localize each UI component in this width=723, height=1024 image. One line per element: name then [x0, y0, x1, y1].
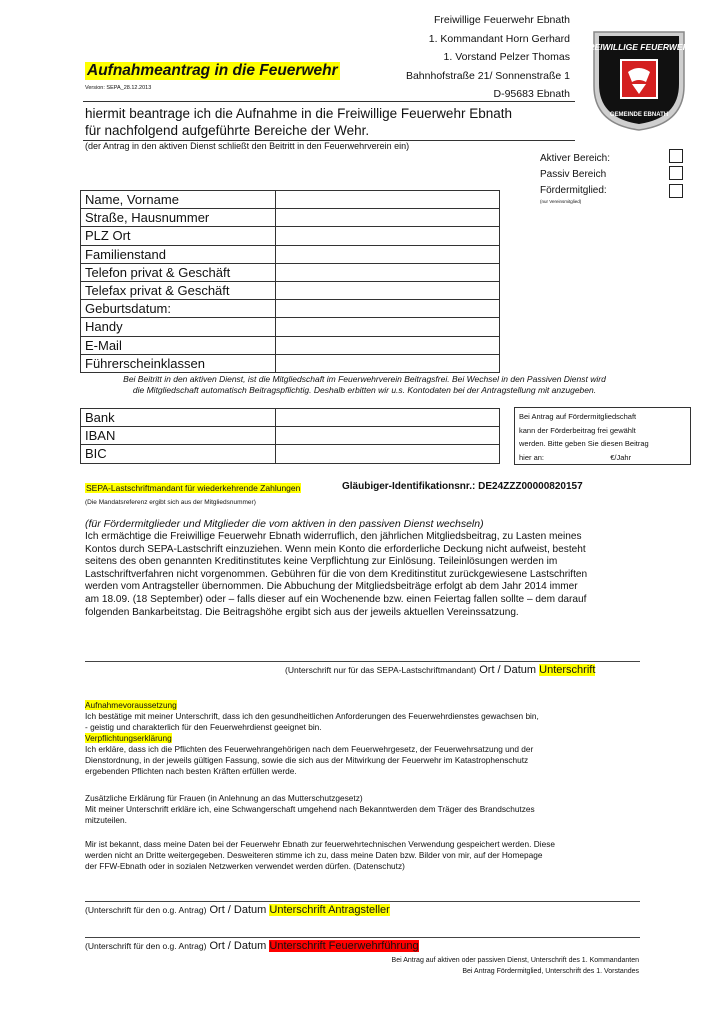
- sepa-heading: SEPA-Lastschriftmandant für wiederkehrende Zahlungen: [86, 483, 301, 493]
- footnote-line: Bei Antrag Fördermitglied, Unterschrift des 1. Vorstandes: [462, 967, 639, 975]
- table-row: [81, 227, 500, 245]
- logo-bottom-text: GEMEINDE EBNATH: [609, 112, 669, 118]
- field-label: Telefax privat & Geschäft: [81, 281, 276, 299]
- phone-field[interactable]: [276, 263, 500, 281]
- table-row: [81, 354, 500, 372]
- mobile-field[interactable]: [276, 318, 500, 336]
- table-row: [81, 409, 500, 427]
- table-row: [81, 281, 500, 299]
- field-label: Name, Vorname: [81, 191, 276, 209]
- sepa-subnote: (Die Mandatsreferenz ergibt sich aus der Mitgliedsnummer): [85, 499, 256, 506]
- declaration-line: Zusätzliche Erklärung für Frauen (in Anlehnung an das Mutterschutzgesetz): [85, 793, 363, 803]
- women-declaration: [85, 793, 645, 826]
- table-row: [81, 263, 500, 281]
- declaration-line: Mit meiner Unterschrift erkläre ich, eine Schwangerschaft umgehend nach Bekanntwerden dem Träger des Brandschutzes: [85, 804, 535, 814]
- membership-active-label: Aktiver Bereich:: [540, 153, 611, 164]
- membership-types: [540, 151, 610, 205]
- declaration-line: Mir ist bekannt, dass meine Daten bei der Feuerwehr Ebnath zur feuerwehrtechnischen Verwendung gespeichert werden. Diese: [85, 839, 555, 849]
- name-field[interactable]: [276, 191, 500, 209]
- signature-footnote: [392, 956, 639, 977]
- fax-field[interactable]: [276, 281, 500, 299]
- field-label: Handy: [81, 318, 276, 336]
- passive-checkbox[interactable]: [669, 166, 683, 180]
- mandate-line: werden vom Antragsteller übernommen. Die Abbuchung der Mitgliedsbeiträge erfolgt ab dem Jahr 2014 immer: [85, 581, 578, 593]
- mandate-line: Kontos durch SEPA-Lastschrift einzuziehen. Wenn mein Konto die erforderliche Deckung nicht aufweist, besteht: [85, 543, 586, 555]
- applicant-signature-caption: [85, 904, 390, 916]
- address-line: D-95683 Ebnath: [493, 88, 570, 100]
- fire-brigade-logo: [588, 24, 690, 134]
- applicant-signature-line[interactable]: [85, 901, 640, 902]
- membership-supporting-note: (nur Vereinsmitglied): [540, 199, 582, 204]
- fee-unit: €/Jahr: [610, 452, 632, 462]
- address-line: 1. Kommandant Horn Gerhard: [428, 32, 570, 45]
- intro-line: für nachfolgend aufgeführte Bereiche der Wehr.: [85, 123, 370, 138]
- field-label: Familienstand: [81, 245, 276, 263]
- mandate-audience-note: (für Fördermitglieder und Mitglieder die vom aktiven in den passiven Dienst wechseln): [85, 518, 484, 530]
- table-row: [81, 300, 500, 318]
- requirements-section: [85, 700, 645, 777]
- note-line: die Mitgliedschaft automatisch Beitragspflichtig. Deshalb erbitten wir u.s. Kontodaten bei der Antragstellung mit anzugeben.: [132, 385, 597, 395]
- signature-note: (Unterschrift nur für das SEPA-Lastschriftmandant): [285, 665, 477, 675]
- street-field[interactable]: [276, 209, 500, 227]
- signature-note: (Unterschrift für den o.g. Antrag): [85, 941, 207, 951]
- leader-signature-line[interactable]: [85, 937, 640, 938]
- logo-top-text: FREIWILLIGE FEUERWEHR: [588, 42, 690, 52]
- place-date-label: Ort / Datum: [206, 904, 270, 916]
- fee-box-amount-row: [519, 451, 686, 465]
- mandate-line: Ich ermächtige die Freiwillige Feuerwehr Ebnath widerruflich, den jährlichen Mitgliedsbeitrag, zu Lasten meines: [85, 531, 582, 542]
- field-label: PLZ Ort: [81, 227, 276, 245]
- declaration-line: werden nicht an Dritte weitergegeben. Desweiteren stimme ich zu, dass meine Daten bzw. Bilder von mir, auf der Homepage: [85, 850, 543, 860]
- birthdate-field[interactable]: [276, 300, 500, 318]
- address-line: 1. Vorstand Pelzer Thomas: [443, 51, 570, 63]
- supporting-fee-box: [514, 407, 691, 465]
- table-row: [81, 445, 500, 463]
- intro-text: [85, 105, 512, 139]
- fee-box-line: werden. Bitte geben Sie diesen Beitrag: [519, 439, 649, 448]
- declaration-line: Ich bestätige mit meiner Unterschrift, dass ich den gesundheitlichen Anforderungen des Feuerwehrdienstes gewachsen bin,: [85, 711, 539, 721]
- address-line: Freiwillige Feuerwehr Ebnath: [434, 14, 570, 26]
- mandate-line: Lastschriftverfahren nicht vorgenommen. Gebühren für die von dem Kreditinstitut zurückgewiesene Lastschriften: [85, 568, 588, 580]
- place-date-label: Ort / Datum: [206, 940, 270, 952]
- zip-city-field[interactable]: [276, 227, 500, 245]
- fee-box-line: Bei Antrag auf Fördermitgliedschaft: [519, 412, 637, 421]
- divider: [83, 101, 575, 102]
- personal-data-table: [80, 190, 500, 373]
- field-label: Führerscheinklassen: [81, 354, 276, 372]
- field-label: Bank: [81, 409, 276, 427]
- field-label: IBAN: [81, 427, 276, 445]
- mandate-line: am 18.09. (18 September) oder – falls dieser auf ein Wochenende bzw. einen Feiertag fallen sollte – dem darauf: [85, 593, 587, 605]
- table-row: [81, 245, 500, 263]
- footnote-line: Bei Antrag auf aktiven oder passiven Dienst, Unterschrift des 1. Kommandanten: [391, 957, 639, 964]
- marital-status-field[interactable]: [276, 245, 500, 263]
- sepa-signature-caption: [285, 664, 595, 676]
- bank-data-table: [80, 408, 500, 464]
- creditor-id: Gläubiger-Identifikationsnr.: DE24ZZZ00000820157: [342, 481, 583, 492]
- declaration-line: ergebenden Pflichten nach besten Kräften erfüllen werde.: [85, 766, 297, 776]
- fee-info-note: [87, 374, 642, 396]
- table-row: [81, 318, 500, 336]
- intro-note: (der Antrag in den aktiven Dienst schließt den Beitritt in den Feuerwehrverein ein): [85, 141, 410, 151]
- intro-line: hiermit beantrage ich die Aufnahme in die Freiwillige Feuerwehr Ebnath: [85, 106, 512, 121]
- place-date-label: Ort / Datum: [476, 664, 540, 676]
- field-label: BIC: [81, 445, 276, 463]
- requirements-heading: Aufnahmevoraussetzung: [85, 700, 177, 710]
- obligation-heading: Verpflichtungserklärung: [85, 733, 172, 743]
- address-line: Bahnhofstraße 21/ Sonnenstraße 1: [405, 69, 570, 82]
- declaration-line: - geistig und charakterlich für den Feuerwehrdienst geeignet bin.: [85, 722, 322, 732]
- declaration-line: mitzuteilen.: [85, 815, 127, 825]
- signature-label: Unterschrift Antragsteller: [269, 904, 390, 916]
- privacy-declaration: [85, 839, 645, 872]
- declaration-line: Ich erkläre, dass ich die Pflichten des Feuerwehrangehörigen nach dem Feuerwehrgesetz, der Feuerwehrsatzung und der: [85, 744, 534, 754]
- active-checkbox[interactable]: [669, 149, 683, 163]
- signature-note: (Unterschrift für den o.g. Antrag): [85, 905, 207, 915]
- iban-field[interactable]: [276, 427, 500, 445]
- mandate-line: seitens des oben genannten Kreditinstitutes keine Verpflichtung zur Einlösung. Teileinlösungen werden im: [85, 556, 558, 568]
- fee-box-line: kann der Förderbeitrag frei gewählt: [519, 425, 636, 435]
- field-label: E-Mail: [81, 336, 276, 354]
- declaration-line: Dienstordnung, in der jeweils gültigen Fassung, sowie die sich aus der Mitwirkung der Feuerwehr im Katastrophenschutz: [85, 755, 529, 765]
- mandate-text: [85, 531, 645, 619]
- signature-label: Unterschrift Feuerwehrführung: [269, 940, 419, 952]
- mandate-line: folgenden Bankarbeitstag. Die Beitragshöhe ergibt sich aus der jeweils aktuellen Vereinssatzung.: [85, 606, 519, 618]
- supporting-checkbox[interactable]: [669, 184, 683, 198]
- field-label: Geburtsdatum:: [81, 300, 276, 318]
- table-row: [81, 191, 500, 209]
- email-field[interactable]: [276, 336, 500, 354]
- table-row: [81, 427, 500, 445]
- bank-field[interactable]: [276, 409, 500, 427]
- field-label: Telefon privat & Geschäft: [81, 263, 276, 281]
- fee-box-line: hier an:: [519, 452, 545, 462]
- sender-address: [406, 11, 570, 104]
- table-row: [81, 336, 500, 354]
- field-label: Straße, Hausnummer: [81, 209, 276, 227]
- declaration-line: der FFW-Ebnath oder in sozialen Netzwerken verwendet werden dürfen. (Datenschutz): [85, 861, 405, 871]
- signature-label: Unterschrift: [539, 664, 596, 676]
- membership-supporting-label: Fördermitglied:: [540, 185, 607, 196]
- form-title: Aufnahmeantrag in die Feuerwehr: [87, 62, 338, 79]
- note-line: Bei Beitritt in den aktiven Dienst, ist die Mitgliedschaft im Feuerwehrverein Beitragsfrei. Bei Wechsel in den Passiven Dienst wird: [123, 374, 606, 384]
- sepa-signature-line[interactable]: [85, 661, 640, 662]
- table-row: [81, 209, 500, 227]
- bic-field[interactable]: [276, 445, 500, 463]
- version-label: Version: SEPA_28.12.2013: [85, 85, 152, 91]
- license-classes-field[interactable]: [276, 354, 500, 372]
- leader-signature-caption: [85, 940, 419, 952]
- membership-passive-label: Passiv Bereich: [540, 169, 607, 180]
